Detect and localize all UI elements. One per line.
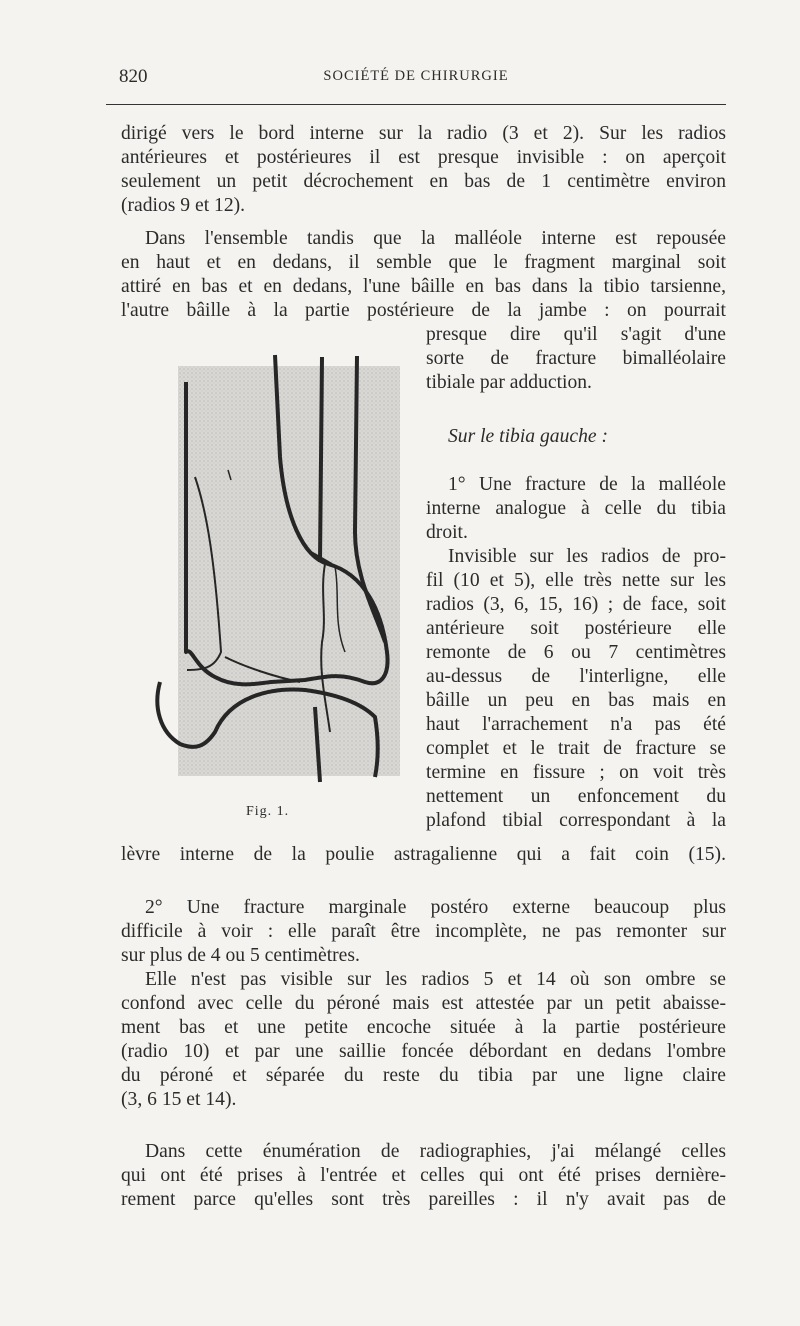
text-line: radios (3, 6, 15, 16) ; de face, soit — [426, 594, 726, 615]
text-line: l'autre bâille à la partie postérieure de la jambe : on pourrait — [121, 300, 726, 321]
text-line: sur plus de 4 ou 5 centimètres. — [121, 945, 360, 966]
text-line: nettement un enfoncement du — [426, 786, 726, 807]
text-line: fil (10 et 5), elle très nette sur les — [426, 570, 726, 591]
text-line: antérieure soit postérieure elle — [426, 618, 726, 639]
text-line: tibiale par adduction. — [426, 372, 592, 393]
text-line: complet et le trait de fracture se — [426, 738, 726, 759]
text-line: Invisible sur les radios de pro- — [448, 546, 726, 567]
text-line: (radio 10) et par une saillie foncée débordant en dedans l'ombre — [121, 1041, 726, 1062]
text-line: droit. — [426, 522, 468, 543]
page-number: 820 — [119, 66, 148, 87]
text-line: ment bas et une petite encoche située à la partie postérieure — [121, 1017, 726, 1038]
text-line: dirigé vers le bord interne sur la radio (3 et 2). Sur les radios — [121, 123, 726, 144]
running-header — [107, 66, 725, 90]
text-line: Elle n'est pas visible sur les radios 5 et 14 où son ombre se — [145, 969, 726, 990]
text-line: sorte de fracture bimalléolaire — [426, 348, 726, 369]
text-line: du péroné et séparée du reste du tibia par une ligne claire — [121, 1065, 726, 1086]
text-line: 1° Une fracture de la malléole — [448, 474, 726, 495]
text-line: interne analogue à celle du tibia — [426, 498, 726, 519]
fracture-drawing-figure — [135, 352, 400, 797]
text-line: 2° Une fracture marginale postéro externe beaucoup plus — [145, 897, 726, 918]
text-line: (3, 6 15 et 14). — [121, 1089, 237, 1110]
text-line: remonte de 6 ou 7 centimètres — [426, 642, 726, 663]
text-line: haut l'arrachement n'a pas été — [426, 714, 726, 735]
text-line: lèvre interne de la poulie astragalienne qui a fait coin (15). — [121, 844, 726, 865]
text-line: difficile à voir : elle paraît être incomplète, ne pas remonter sur — [121, 921, 726, 942]
text-line: bâille un peu en bas mais en — [426, 690, 726, 711]
figure-caption: Fig. 1. — [246, 804, 290, 819]
text-line: confond avec celle du péroné mais est attestée par un petit abaisse- — [121, 993, 726, 1014]
text-line: termine en fissure ; on voit très — [426, 762, 726, 783]
text-line: seulement un petit décrochement en bas de 1 centimètre environ — [121, 171, 726, 192]
text-line: attiré en bas et en dedans, l'une bâille en bas dans la tibio tarsienne, — [121, 276, 726, 297]
text-line: qui ont été prises à l'entrée et celles qui ont été prises dernière- — [121, 1165, 726, 1186]
text-line: au-dessus de l'interligne, elle — [426, 666, 726, 687]
text-line: Dans cette énumération de radiographies, j'ai mélangé celles — [145, 1141, 726, 1162]
text-line: rement parce qu'elles sont très pareilles : il n'y avait pas de — [121, 1189, 726, 1210]
header-rule — [106, 104, 726, 105]
text-line: presque dire qu'il s'agit d'une — [426, 324, 726, 345]
text-line: plafond tibial correspondant à la — [426, 810, 726, 831]
text-line: (radios 9 et 12). — [121, 195, 246, 216]
text-line: Sur le tibia gauche : — [448, 426, 608, 447]
running-title: SOCIÉTÉ DE CHIRURGIE — [323, 68, 509, 84]
text-line: antérieures et postérieures il est presque invisible : on aperçoit — [121, 147, 726, 168]
text-line: en haut et en dedans, il semble que le fragment marginal soit — [121, 252, 726, 273]
text-line: Dans l'ensemble tandis que la malléole interne est repousée — [145, 228, 726, 249]
